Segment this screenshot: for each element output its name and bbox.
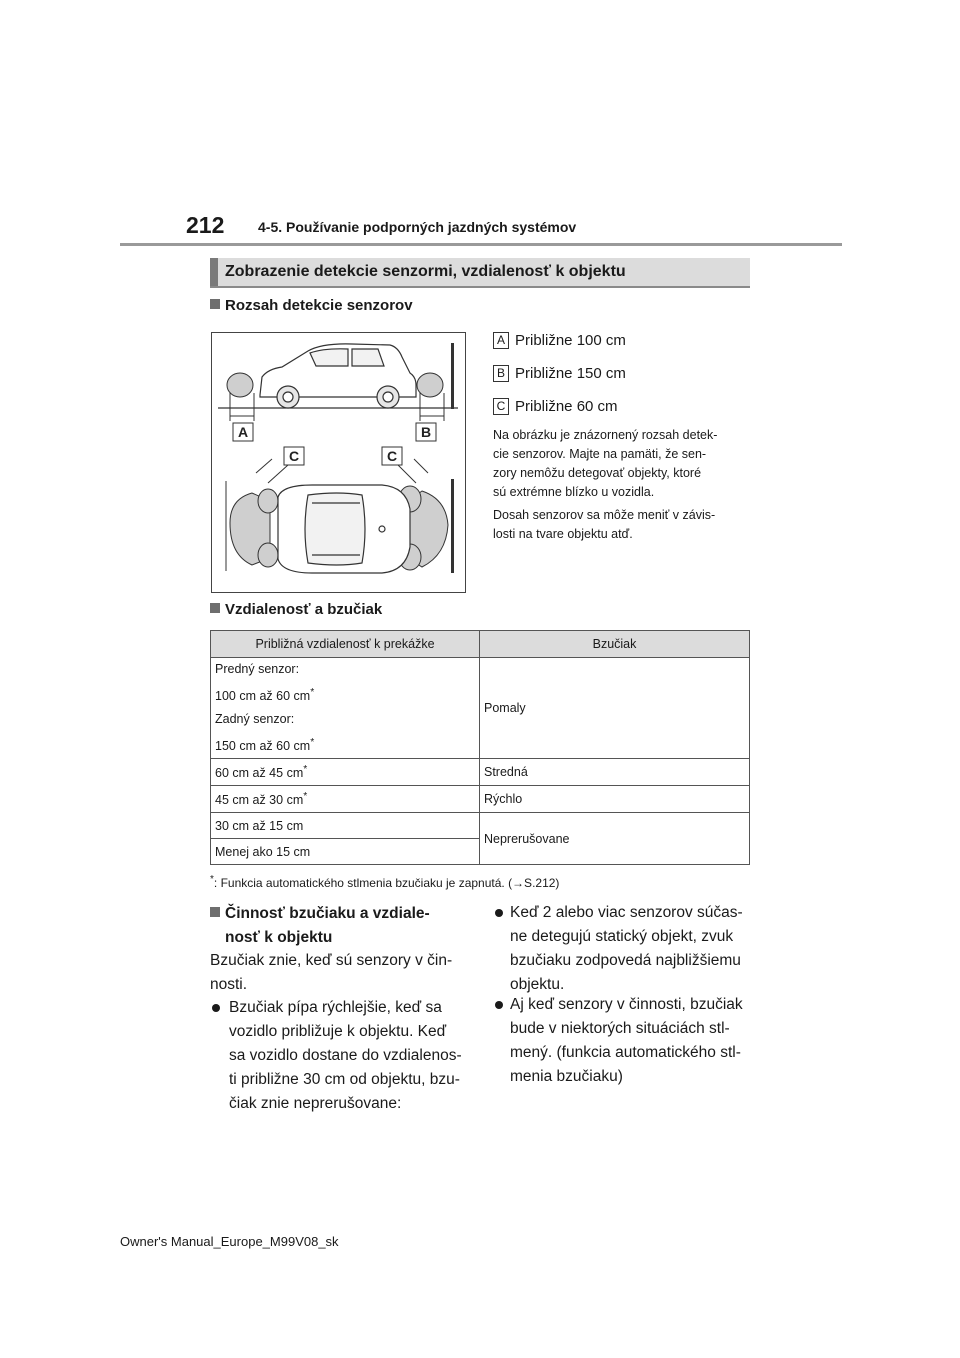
bullet-item-1: Bzučiak pípa rýchlejšie, keď sa vozidlo približuje k objektu. Keď sa vozidlo dostane do vzdialenos- ti približne 30 cm od objektu, bzu- čiak znie neprerušovane: <box>229 999 462 1112</box>
chapter-title: 4-5. Používanie podporných jazdných systémov <box>258 219 577 235</box>
square-bullet-icon <box>210 907 220 917</box>
page-number: 212 <box>186 212 225 238</box>
legend-c: C Približne 60 cm <box>493 398 618 415</box>
table-header-buzzer: Bzučiak <box>480 631 750 658</box>
label-c-right: C <box>386 448 398 464</box>
operation-heading: Činnosť bzučiaku a vzdiale- nosť k objektu <box>210 902 430 950</box>
sensor-range-figure <box>211 332 466 593</box>
header-divider <box>120 243 842 246</box>
legend-a: A Približne 100 cm <box>493 332 626 349</box>
buzzer-slow: Pomaly <box>480 658 750 759</box>
table-header-row <box>211 631 750 658</box>
sensor-range-diagram <box>212 333 465 592</box>
legend-b: B Približne 150 cm <box>493 365 626 382</box>
figure-note-1: Na obrázku je znázornený rozsah detek- cie senzorov. Majte na pamäti, že sen- zory nemôžu detegovať objekty, ktoré sú extrémne blízko u vozidla. <box>493 428 718 499</box>
table-row: 60 cm až 45 cm* Stredná <box>211 759 750 786</box>
bullet-dot-icon <box>495 909 503 917</box>
page-footer: Owner's Manual_Europe_M99V08_sk <box>120 1234 339 1249</box>
car-top-view <box>278 485 410 573</box>
bullet-dot-icon <box>212 1004 220 1012</box>
bullet-item-2: Keď 2 alebo viac senzorov súčas- ne detegujú statický objekt, zvuk bzučiaku zodpovedá najbližšiemu objektu. <box>510 904 743 993</box>
legend-key-b: B <box>493 365 509 382</box>
rear-sensor-lobe <box>227 373 253 397</box>
car-side-view <box>260 344 416 408</box>
section-title-bar <box>210 258 750 288</box>
table-row: 30 cm až 15 cm Neprerušovane <box>211 813 750 839</box>
legend-key-c: C <box>493 398 509 415</box>
square-bullet-icon <box>210 299 220 309</box>
detection-range-heading: Rozsah detekcie senzorov <box>210 297 413 314</box>
operation-intro: Bzučiak znie, keď sú senzory v čin- nosti. <box>210 952 453 993</box>
front-sensor-lobe <box>417 373 443 397</box>
bullet-dot-icon <box>495 1001 503 1009</box>
label-c-left: C <box>288 448 300 464</box>
square-bullet-icon <box>210 603 220 613</box>
table-row: 45 cm až 30 cm* Rýchlo <box>211 786 750 813</box>
section-title-accent <box>210 258 218 286</box>
figure-note-2: Dosah senzorov sa môže meniť v závis- losti na tvare objektu atď. <box>493 508 716 541</box>
bullet-item-3: Aj keď senzory v činnosti, bzučiak bude v niektorých situáciách stl- mený. (funkcia automatického stl- menia bzučiaku) <box>510 996 743 1085</box>
legend-key-a: A <box>493 332 509 349</box>
distance-buzzer-table <box>210 630 750 865</box>
table-row: Predný senzor: 100 cm až 60 cm* Zadný senzor: 150 cm až 60 cm* Pomaly <box>211 658 750 759</box>
distance-buzzer-heading: Vzdialenosť a bzučiak <box>210 601 382 618</box>
label-a: A <box>237 424 249 440</box>
section-title: Zobrazenie detekcie senzormi, vzdialenosť k objektu <box>225 263 626 280</box>
table-row: Menej ako 15 cm <box>211 839 750 865</box>
label-b: B <box>420 424 432 440</box>
table-footnote: *: Funkcia automatického stlmenia bzučiaku je zapnutá. (→S.212) <box>210 874 560 890</box>
table-header-distance: Približná vzdialenosť k prekážke <box>211 631 480 658</box>
